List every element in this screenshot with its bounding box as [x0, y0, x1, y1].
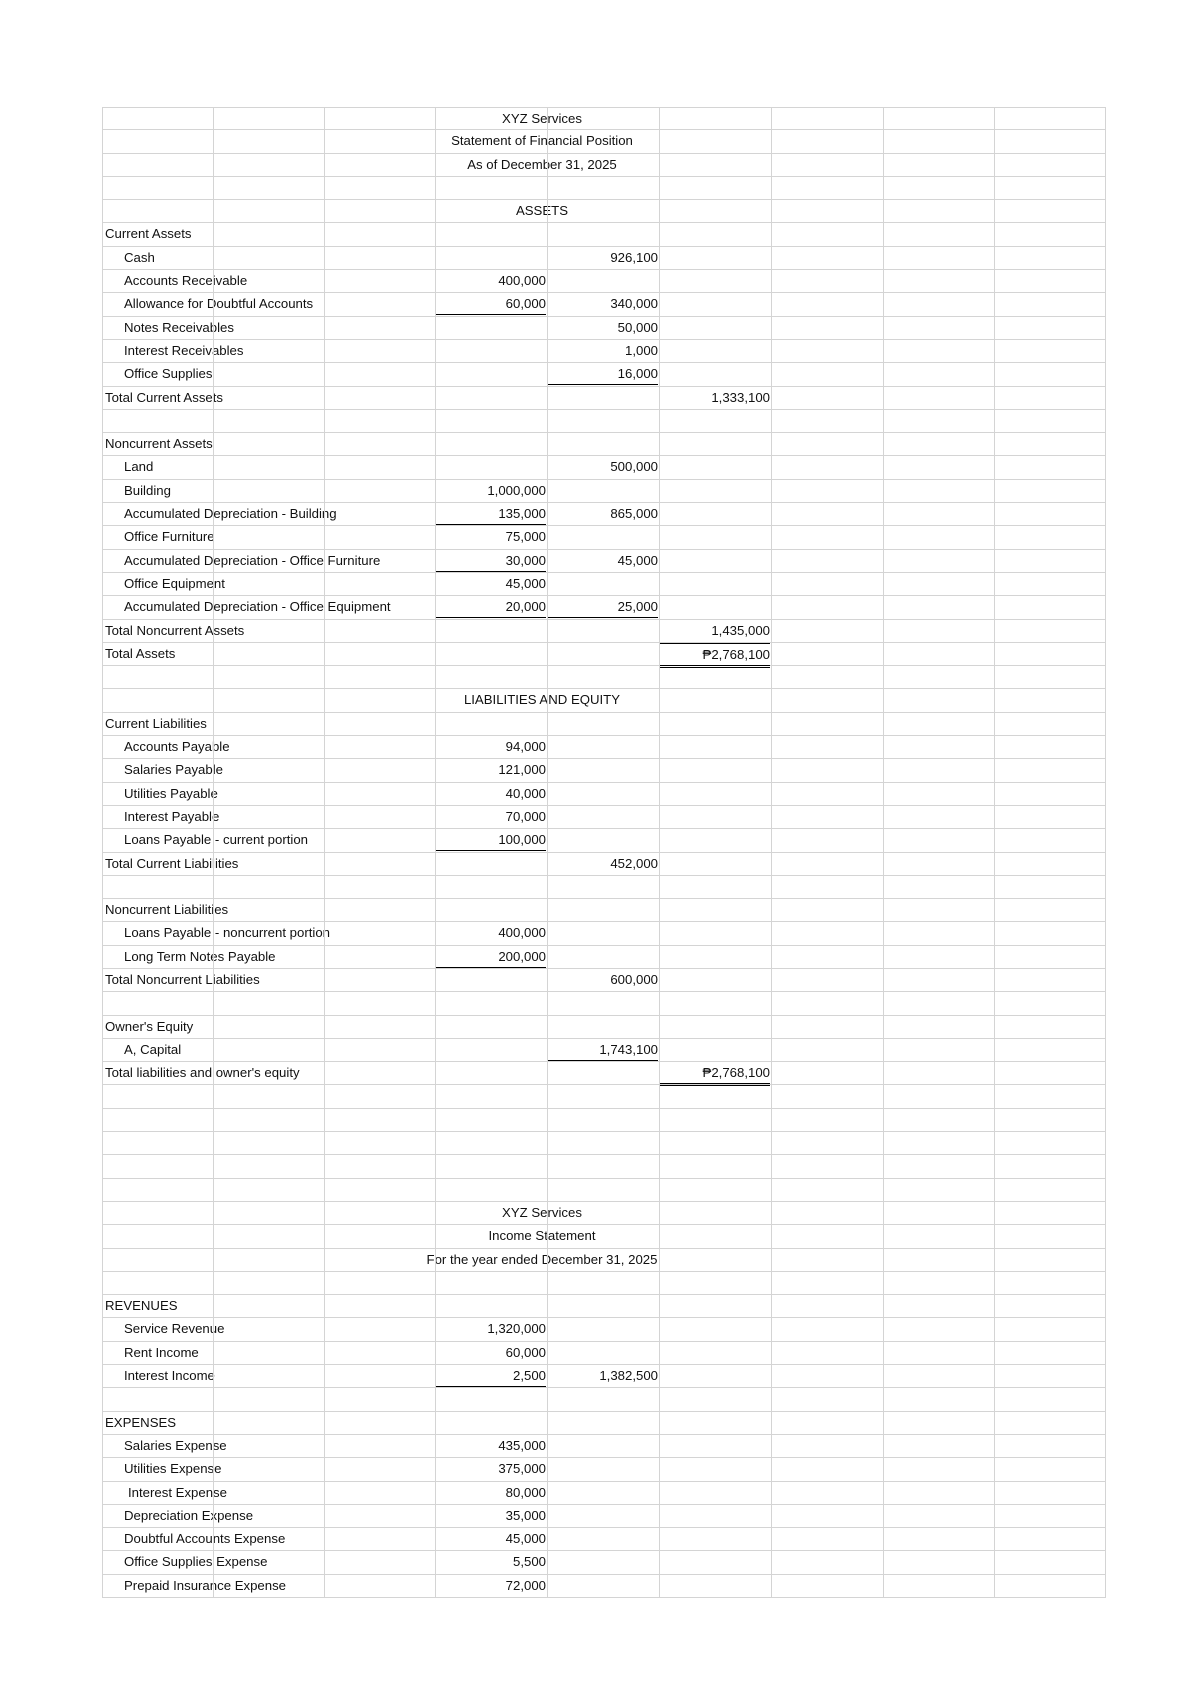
sheet-row: [102, 130, 1106, 153]
line-label: Interest Receivables: [124, 340, 246, 362]
sheet-row: [102, 1435, 1106, 1458]
line-label: Office Supplies Expense: [124, 1551, 270, 1573]
sheet-row: [102, 1458, 1106, 1481]
sheet-row: [102, 759, 1106, 782]
line-amount: 75,000: [505, 529, 546, 545]
line-label: Utilities Payable: [124, 783, 221, 805]
sheet-row: [102, 503, 1106, 526]
sheet-row: [102, 1016, 1106, 1039]
sheet-row: [102, 620, 1106, 643]
sheet-row: [102, 1085, 1106, 1108]
grid-line: [1105, 107, 1106, 1598]
line-amount: 35,000: [505, 1507, 546, 1523]
sheet-row: [102, 596, 1106, 619]
sheet-row: [102, 317, 1106, 340]
line-label: Accumulated Depreciation - Office Furniture: [124, 550, 383, 572]
line-label: Service Revenue: [124, 1318, 227, 1340]
grid-line: [102, 107, 103, 1598]
sheet-row: [102, 247, 1106, 270]
line-amount: 16,000: [548, 363, 658, 385]
sheet-row: [102, 107, 1106, 130]
sheet-row: [102, 1528, 1106, 1551]
line-amount: 500,000: [610, 459, 658, 475]
sheet-row: [102, 992, 1106, 1015]
line-label: Utilities Expense: [124, 1458, 224, 1480]
line-amount: 1,000,000: [487, 482, 546, 498]
line-label: Loans Payable - noncurrent portion: [124, 922, 333, 944]
line-label: Salaries Payable: [124, 759, 226, 781]
group-heading-current-assets: Current Assets: [105, 223, 194, 245]
line-label: Allowance for Doubtful Accounts: [124, 293, 316, 315]
line-label: Interest Expense: [128, 1482, 230, 1504]
sheet-row: [102, 456, 1106, 479]
sheet-row: [102, 1202, 1106, 1225]
line-amount: 94,000: [505, 739, 546, 755]
grid-line: [659, 107, 660, 1598]
line-label: Prepaid Insurance Expense: [124, 1575, 289, 1597]
sheet-row: [102, 1318, 1106, 1341]
spreadsheet-grid: [102, 107, 1106, 1598]
sheet-row: [102, 526, 1106, 549]
group-heading-current-liabilities: Current Liabilities: [105, 713, 210, 735]
statement-title: Statement of Financial Position: [451, 133, 633, 149]
line-amount: 1,743,100: [548, 1039, 658, 1061]
total-label: Total Noncurrent Assets: [105, 620, 247, 642]
sheet-row: [102, 1039, 1106, 1062]
line-amount: 20,000: [436, 596, 546, 618]
sheet-row: [102, 1132, 1106, 1155]
line-amount: 72,000: [505, 1577, 546, 1593]
line-label: Accounts Receivable: [124, 270, 250, 292]
line-amount: 200,000: [436, 946, 546, 968]
sheet-row: [102, 689, 1106, 712]
sheet-row: [102, 899, 1106, 922]
grand-total-amount: ₱2,768,100: [660, 1062, 770, 1086]
sheet-row: [102, 946, 1106, 969]
sheet-row: [102, 1272, 1106, 1295]
sheet-row: [102, 573, 1106, 596]
sheet-row: [102, 1225, 1106, 1248]
section-heading-liabilities-equity: LIABILITIES AND EQUITY: [463, 692, 621, 708]
group-heading-owners-equity: Owner's Equity: [105, 1016, 196, 1038]
line-label: Office Furniture: [124, 526, 218, 548]
grid-line: [213, 107, 214, 1598]
company-name: XYZ Services: [502, 111, 582, 126]
sheet-row: [102, 223, 1106, 246]
line-label: Interest Income: [124, 1365, 218, 1387]
line-amount: 80,000: [505, 1484, 546, 1500]
line-label: Long Term Notes Payable: [124, 946, 279, 968]
grid-line: [771, 107, 772, 1598]
line-net-amount: 340,000: [610, 296, 658, 312]
sheet-row: [102, 666, 1106, 689]
sheet-row: [102, 1505, 1106, 1528]
sheet-row: [102, 806, 1106, 829]
sheet-row: [102, 1249, 1106, 1272]
sheet-row: [102, 1179, 1106, 1202]
sheet-row: [102, 177, 1106, 200]
line-amount: 50,000: [617, 319, 658, 335]
sheet-row: [102, 713, 1106, 736]
line-label: Land: [124, 456, 156, 478]
sheet-row: [102, 876, 1106, 899]
line-label: Salaries Expense: [124, 1435, 230, 1457]
sheet-row: [102, 363, 1106, 386]
sheet-row: [102, 1575, 1106, 1598]
line-amount: 1,000: [624, 342, 658, 358]
statement-date: As of December 31, 2025: [467, 156, 617, 172]
total-label: Total Noncurrent Liabilities: [105, 969, 263, 991]
total-amount: 1,382,500: [599, 1368, 658, 1384]
line-label: Interest Payable: [124, 806, 222, 828]
line-label: Accumulated Depreciation - Office Equipment: [124, 596, 394, 618]
line-amount: 435,000: [498, 1437, 546, 1453]
total-label: Total Current Assets: [105, 387, 226, 409]
line-amount: 1,320,000: [487, 1321, 546, 1337]
line-net-amount: 25,000: [548, 596, 658, 618]
grand-total-amount: ₱2,768,100: [660, 643, 770, 668]
line-label: A, Capital: [124, 1039, 184, 1061]
group-heading-noncurrent-liabilities: Noncurrent Liabilities: [105, 899, 231, 921]
statement-period: For the year ended December 31, 2025: [426, 1251, 658, 1267]
line-amount: 375,000: [498, 1461, 546, 1477]
line-label: Office Equipment: [124, 573, 228, 595]
line-amount: 135,000: [436, 503, 546, 525]
line-amount: 70,000: [505, 808, 546, 824]
sheet-row: [102, 433, 1106, 456]
sheet-row: [102, 922, 1106, 945]
line-label: Depreciation Expense: [124, 1505, 256, 1527]
group-heading-expenses: EXPENSES: [105, 1412, 179, 1434]
sheet-row: [102, 200, 1106, 223]
line-label: Loans Payable - current portion: [124, 829, 311, 851]
line-amount: 45,000: [505, 575, 546, 591]
line-amount: 400,000: [498, 273, 546, 289]
line-amount: 100,000: [436, 829, 546, 851]
sheet-row: [102, 340, 1106, 363]
grid-line: [324, 107, 325, 1598]
sheet-row: [102, 387, 1106, 410]
line-amount: 400,000: [498, 925, 546, 941]
total-label: Total Current Liabilities: [105, 853, 241, 875]
sheet-row: [102, 1062, 1106, 1085]
line-amount: 2,500: [436, 1365, 546, 1387]
line-label: Building: [124, 480, 174, 502]
sheet-row: [102, 1342, 1106, 1365]
sheet-row: [102, 783, 1106, 806]
total-amount: 600,000: [610, 971, 658, 987]
sheet-row: [102, 969, 1106, 992]
line-label: Cash: [124, 247, 158, 269]
sheet-row: [102, 293, 1106, 316]
line-net-amount: 45,000: [617, 552, 658, 568]
sheet-row: [102, 1109, 1106, 1132]
group-heading-noncurrent-assets: Noncurrent Assets: [105, 433, 216, 455]
line-amount: 40,000: [505, 785, 546, 801]
line-amount: 926,100: [610, 249, 658, 265]
line-label: Office Supplies: [124, 363, 215, 385]
sheet-row: [102, 736, 1106, 759]
total-amount: 452,000: [610, 855, 658, 871]
line-amount: 121,000: [498, 762, 546, 778]
line-label: Accounts Payable: [124, 736, 233, 758]
sheet-row: [102, 1155, 1106, 1178]
line-amount: 60,000: [436, 293, 546, 315]
sheet-row: [102, 270, 1106, 293]
line-amount: 30,000: [436, 550, 546, 572]
sheet-row: [102, 1551, 1106, 1574]
line-amount: 60,000: [505, 1344, 546, 1360]
line-label: Doubtful Accounts Expense: [124, 1528, 288, 1550]
total-label: Total liabilities and owner's equity: [105, 1062, 303, 1084]
sheet-row: [102, 643, 1106, 666]
grid-line: [883, 107, 884, 1598]
sheet-row: [102, 853, 1106, 876]
group-heading-revenues: REVENUES: [105, 1295, 181, 1317]
sheet-row: [102, 154, 1106, 177]
grid-line: [547, 107, 548, 1598]
line-label: Notes Receivables: [124, 317, 237, 339]
line-net-amount: 865,000: [610, 506, 658, 522]
line-label: Accumulated Depreciation - Building: [124, 503, 340, 525]
line-label: Rent Income: [124, 1342, 202, 1364]
total-amount: 1,333,100: [711, 389, 770, 405]
sheet-row: [102, 410, 1106, 433]
section-heading-assets: ASSETS: [515, 203, 569, 219]
total-amount: 1,435,000: [711, 622, 770, 638]
line-amount: 45,000: [505, 1531, 546, 1547]
sheet-row: [102, 480, 1106, 503]
sheet-row: [102, 1388, 1106, 1411]
sheet-row: [102, 550, 1106, 573]
line-amount: 5,500: [512, 1554, 546, 1570]
sheet-row: [102, 1365, 1106, 1388]
grid-line: [994, 107, 995, 1598]
company-name: XYZ Services: [502, 1204, 582, 1220]
sheet-row: [102, 1295, 1106, 1318]
statement-title: Income Statement: [488, 1228, 596, 1244]
grid-line: [435, 107, 436, 1598]
sheet-row: [102, 1412, 1106, 1435]
sheet-row: [102, 829, 1106, 852]
sheet-row: [102, 1482, 1106, 1505]
total-label: Total Assets: [105, 643, 178, 665]
